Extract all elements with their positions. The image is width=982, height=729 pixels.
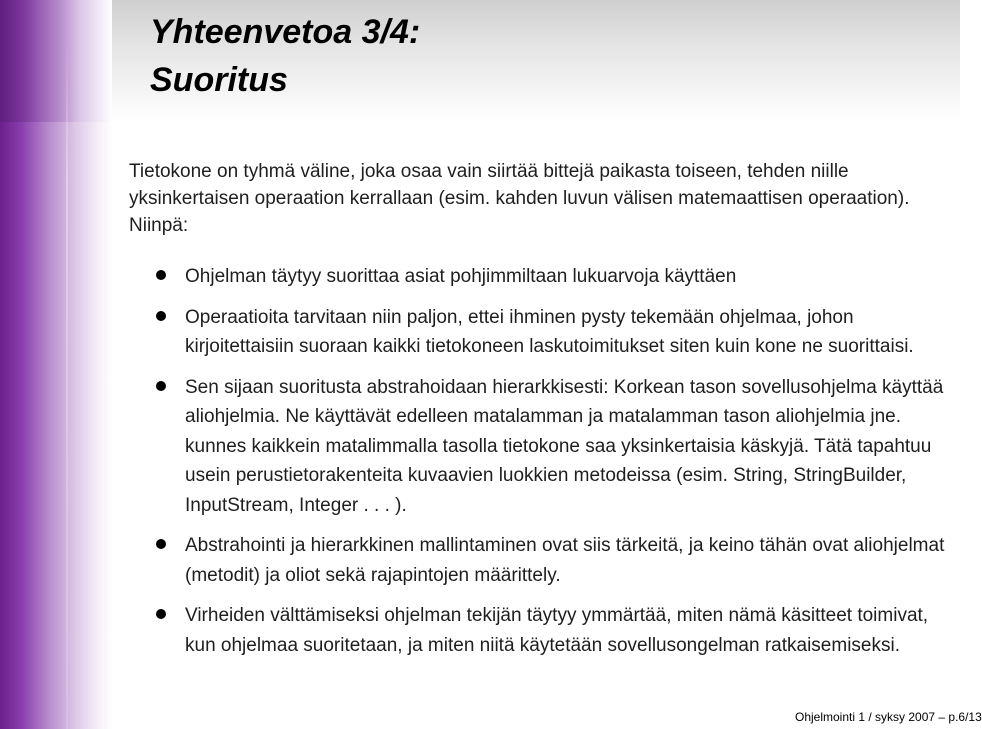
title-background-band xyxy=(0,0,960,122)
bullet-item xyxy=(156,531,956,590)
bullet-text: Virheiden välttämiseksi ohjelman tekijän täytyy ymmärtää, miten nämä käsitteet toimivat, kun ohjelmaa suoritetaan, ja miten niitä käytetään sovellusongelman ratkaisemiseksi. xyxy=(185,605,929,656)
corner-blend xyxy=(0,0,112,122)
bullet-item xyxy=(156,262,956,292)
slide-title xyxy=(150,8,420,104)
bullet-text: Operaatioita tarvitaan niin paljon, ettei ihminen pysty tekemään ohjelmaa, johon kirjoitettaisiin suoraan kaikki tietokoneen laskutoimitukset siten kuin kone ne suorittaisi. xyxy=(185,306,914,357)
slide-footer: Ohjelmointi 1 / syksy 2007 – p.6/13 xyxy=(795,710,982,724)
bullet-dot-icon xyxy=(156,311,166,321)
bullet-item xyxy=(156,303,956,362)
bullet-dot-icon xyxy=(156,381,166,391)
bullet-dot-icon xyxy=(156,609,166,619)
slide-title-line-1: Yhteenvetoa 3/4: xyxy=(150,13,421,51)
intro-paragraph: Tietokone on tyhmä väline, joka osaa vain siirtää bittejä paikasta toiseen, tehden niille yksinkertaisen operaation kerrallaan (esim. kahden luvun välisen matemaattisen operaation). Niinpä: xyxy=(129,161,910,236)
bullet-text: Ohjelman täytyy suorittaa asiat pohjimmiltaan lukuarvoja käyttäen xyxy=(185,266,737,287)
slide-title-line-2: Suoritus xyxy=(150,61,288,99)
bullet-item xyxy=(156,601,956,660)
decorative-accent-line xyxy=(66,40,68,729)
bullet-list xyxy=(156,262,956,660)
bullet-item xyxy=(156,373,956,521)
bullet-dot-icon xyxy=(156,270,166,280)
bullet-text: Sen sijaan suoritusta abstrahoidaan hierarkkisesti: Korkean tason sovellusohjelma käyttää aliohjelmia. Ne käyttävät edelleen matalamman ja matalamman tason aliohjelmia jne. kunnes kaikkein matalimmalla tasolla tietokone saa yksinkertaisia käskyjä. Tätä tapahtuu usein perustietorakenteita kuvaavien luokkien metodeissa (esim. String, StringBuilder, InputStream, Integer . . . ). xyxy=(185,376,944,516)
bullet-text: Abstrahointi ja hierarkkinen mallintaminen ovat siis tärkeitä, ja keino tähän ovat aliohjelmat (metodit) ja oliot sekä rajapintojen määrittely. xyxy=(185,535,945,586)
bullet-dot-icon xyxy=(156,539,166,549)
